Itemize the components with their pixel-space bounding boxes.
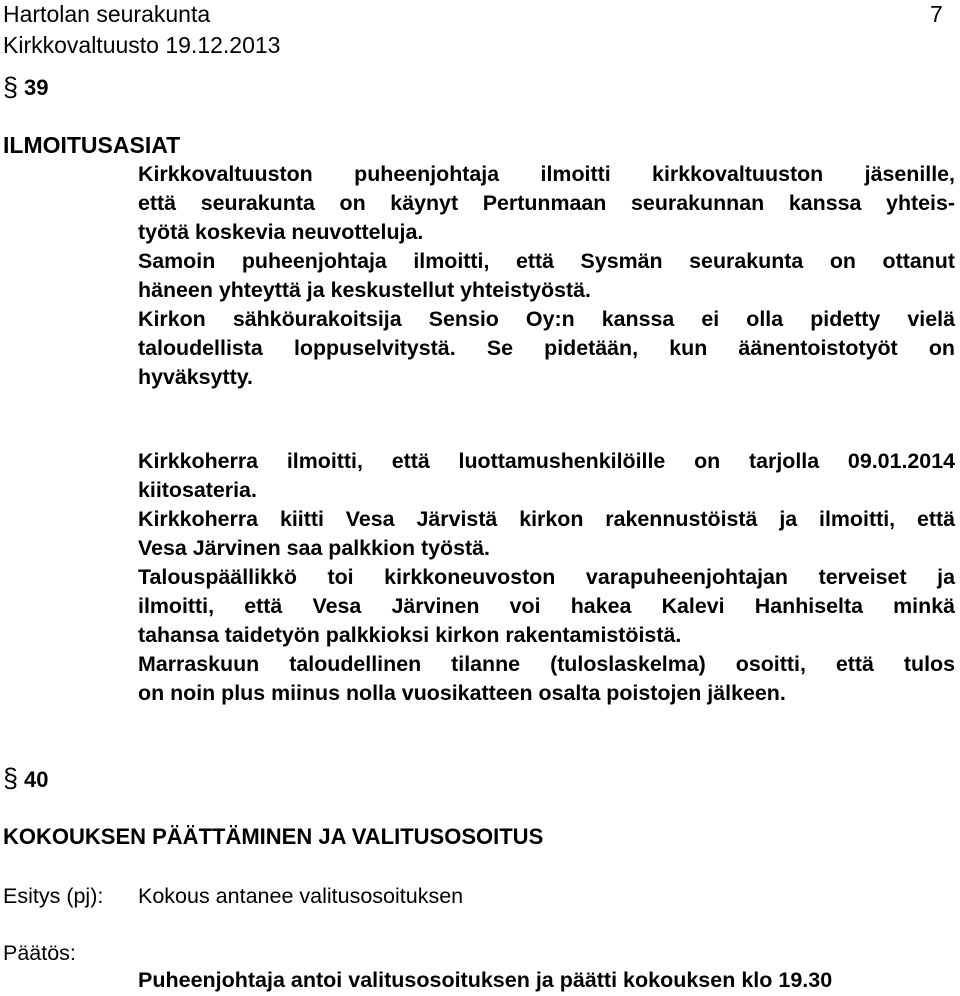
text-line: Samoin puheenjohtaja ilmoitti, että Sysmän seurakunta on ottanut bbox=[138, 249, 955, 273]
text-line: hyväksytty. bbox=[138, 365, 253, 389]
section-40-number: 40 bbox=[24, 767, 49, 792]
section-sign-icon: § bbox=[3, 763, 19, 793]
section-sign-icon: § bbox=[3, 72, 19, 102]
text-line: Kirkkovaltuuston puheenjohtaja ilmoitti kirkkovaltuuston jäsenille, bbox=[138, 162, 955, 186]
header-meeting: Kirkkovaltuusto 19.12.2013 bbox=[3, 32, 281, 58]
text-line: Kirkkoherra ilmoitti, että luottamushenkilöille on tarjolla 09.01.2014 bbox=[138, 449, 955, 473]
text-line: Vesa Järvinen saa palkkion työstä. bbox=[138, 536, 490, 560]
text-line: kiitosateria. bbox=[138, 478, 257, 502]
section-39-paragraph-2 bbox=[138, 447, 955, 563]
header-org: Hartolan seurakunta bbox=[3, 1, 211, 27]
section-39-title: ILMOITUSASIAT bbox=[3, 132, 181, 158]
text-line: työtä koskevia neuvotteluja. bbox=[138, 220, 424, 244]
page-number: 7 bbox=[930, 1, 943, 27]
esitys-label: Esitys (pj): bbox=[3, 884, 104, 908]
section-39-paragraph-1 bbox=[138, 160, 955, 392]
section-40-title: KOKOUKSEN PÄÄTTÄMINEN JA VALITUSOSOITUS bbox=[3, 824, 544, 849]
section-39-number: 39 bbox=[24, 75, 49, 100]
text-line: on noin plus miinus nolla vuosikatteen osalta poistojen jälkeen. bbox=[138, 681, 786, 705]
paatos-label: Päätös: bbox=[3, 941, 76, 965]
paatos-text: Puheenjohtaja antoi valitusosoituksen ja päätti kokouksen klo 19.30 bbox=[138, 968, 833, 992]
section-39-paragraph-3 bbox=[138, 563, 955, 708]
text-line: Kirkon sähköurakoitsija Sensio Oy:n kanssa ei olla pidetty vielä bbox=[138, 307, 955, 331]
text-line: ilmoitti, että Vesa Järvinen voi hakea Kalevi Hanhiselta minkä bbox=[138, 594, 955, 618]
text-line: häneen yhteyttä ja keskustellut yhteistyöstä. bbox=[138, 278, 591, 302]
text-line: Talouspäällikkö toi kirkkoneuvoston varapuheenjohtajan terveiset ja bbox=[138, 565, 955, 589]
text-line: tahansa taidetyön palkkioksi kirkon rakentamistöistä. bbox=[138, 623, 682, 647]
esitys-text: Kokous antanee valitusosoituksen bbox=[138, 884, 464, 908]
text-line: Kirkkoherra kiitti Vesa Järvistä kirkon rakennustöistä ja ilmoitti, että bbox=[138, 507, 955, 531]
text-line: taloudellista loppuselvitystä. Se pidetään, kun äänentoistotyöt on bbox=[138, 336, 955, 360]
text-line: Marraskuun taloudellinen tilanne (tuloslaskelma) osoitti, että tulos bbox=[138, 652, 955, 676]
text-line: että seurakunta on käynyt Pertunmaan seurakunnan kanssa yhteis- bbox=[138, 191, 955, 215]
